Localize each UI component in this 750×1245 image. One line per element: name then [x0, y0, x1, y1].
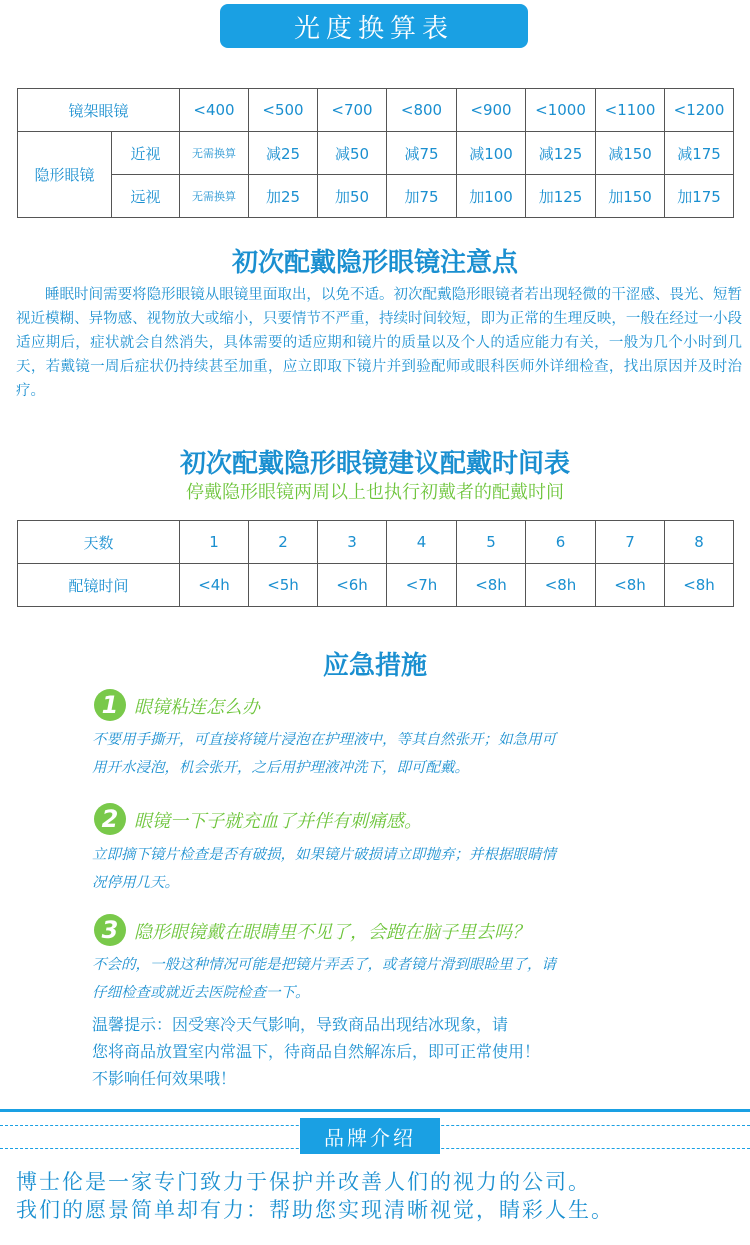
day-cell: 7 [596, 521, 665, 564]
day-cell: 8 [665, 521, 734, 564]
answer-2-line-2: 况停用几天。 [92, 875, 179, 891]
frame-value: <700 [318, 89, 387, 132]
far-value: 加75 [387, 175, 457, 218]
far-value: 加150 [596, 175, 665, 218]
frame-value: <900 [457, 89, 526, 132]
time-cell: <8h [596, 564, 665, 607]
tip-line-1: 温馨提示：因受寒冷天气影响，导致商品出现结冰现象，请 [92, 1015, 509, 1034]
far-label: 远视 [112, 175, 180, 218]
number-badge-1: 1 [94, 689, 126, 721]
day-cell: 4 [387, 521, 457, 564]
near-value: 减100 [457, 132, 526, 175]
answer-1-line-1: 不要用手撕开，可直接将镜片浸泡在护理液中，等其自然张开；如急用可 [92, 732, 556, 748]
day-cell: 1 [180, 521, 249, 564]
time-cell: <8h [526, 564, 596, 607]
near-value: 减75 [387, 132, 457, 175]
frame-value: <1100 [596, 89, 665, 132]
answer-3-line-2: 仔细检查或就近去医院检查一下。 [92, 985, 310, 1001]
far-value: 加125 [526, 175, 596, 218]
answer-1-line-2: 用开水浸泡，机会张开，之后用护理液冲洗下，即可配戴。 [92, 760, 469, 776]
day-cell: 3 [318, 521, 387, 564]
notes-heading: 初次配戴隐形眼镜注意点 [231, 248, 518, 278]
time-cell: <5h [249, 564, 318, 607]
far-value: 加50 [318, 175, 387, 218]
frame-value: <500 [249, 89, 318, 132]
time-cell: <6h [318, 564, 387, 607]
far-value: 加100 [457, 175, 526, 218]
tip-line-3: 不影响任何效果哦！ [92, 1069, 237, 1088]
number-badge-2: 2 [94, 803, 126, 835]
brand-top-border [0, 1109, 750, 1112]
question-2: 眼镜一下子就充血了并伴有刺痛感。 [134, 811, 422, 832]
day-cell: 5 [457, 521, 526, 564]
near-value: 减150 [596, 132, 665, 175]
frame-value: <800 [387, 89, 457, 132]
time-label: 配镜时间 [18, 564, 180, 607]
time-cell: <8h [457, 564, 526, 607]
page-title: 光度换算表 [220, 4, 528, 48]
question-3: 隐形眼镜戴在眼睛里不见了，会跑在脑子里去吗？ [134, 922, 530, 943]
frame-value: <1200 [665, 89, 734, 132]
number-badge-3: 3 [94, 914, 126, 946]
question-1: 眼镜粘连怎么办 [134, 697, 260, 718]
schedule-heading: 初次配戴隐形眼镜建议配戴时间表 [179, 449, 570, 479]
conversion-table [17, 88, 734, 218]
answer-2-line-1: 立即摘下镜片检查是否有破损，如果镜片破损请立即抛弃；并根据眼睛情 [92, 847, 556, 863]
schedule-subheading: 停戴隐形眼镜两周以上也执行初戴者的配戴时间 [186, 482, 564, 503]
notes-body: 睡眠时间需要将隐形眼镜从眼镜里面取出，以免不适。初次配戴隐形眼镜者若出现轻微的干涩感、畏光、短暂视近模糊、异物感、视物放大或缩小，只要情节不严重，持续时间较短，即为正常的生理反映，一般在经过一小段适应期后，症状就会自然消失，具体需要的适应期和镜片的质量以及个人的适应能力有关，一般为几个小时到几天，若戴镜一周后症状仍持续甚至加重，应立即取下镜片并到验配师或眼科医师外详细检查，找出原因并及时治疗。 [16, 287, 742, 399]
frame-label: 镜架眼镜 [18, 89, 180, 132]
frame-value: <1000 [526, 89, 596, 132]
far-value: 加25 [249, 175, 318, 218]
schedule-table [17, 520, 734, 607]
near-value: 无需换算 [180, 132, 249, 175]
brand-heading: 品牌介绍 [300, 1118, 440, 1154]
near-value: 减50 [318, 132, 387, 175]
frame-value: <400 [180, 89, 249, 132]
day-cell: 6 [526, 521, 596, 564]
emergency-heading: 应急措施 [322, 651, 427, 681]
brand-line-2: 我们的愿景简单却有力：帮助您实现清晰视觉，睛彩人生。 [16, 1198, 614, 1222]
far-value: 加175 [665, 175, 734, 218]
answer-3-line-1: 不会的，一般这种情况可能是把镜片弄丢了，或者镜片滑到眼睑里了，请 [92, 957, 556, 973]
time-cell: <4h [180, 564, 249, 607]
near-value: 减175 [665, 132, 734, 175]
near-label: 近视 [112, 132, 180, 175]
time-cell: <8h [665, 564, 734, 607]
far-value: 无需换算 [180, 175, 249, 218]
days-label: 天数 [18, 521, 180, 564]
near-value: 减125 [526, 132, 596, 175]
near-value: 减25 [249, 132, 318, 175]
contact-label: 隐形眼镜 [18, 132, 112, 218]
time-cell: <7h [387, 564, 457, 607]
brand-line-1: 博士伦是一家专门致力于保护并改善人们的视力的公司。 [16, 1170, 591, 1194]
day-cell: 2 [249, 521, 318, 564]
tip-line-2: 您将商品放置室内常温下，待商品自然解冻后，即可正常使用！ [92, 1042, 541, 1061]
